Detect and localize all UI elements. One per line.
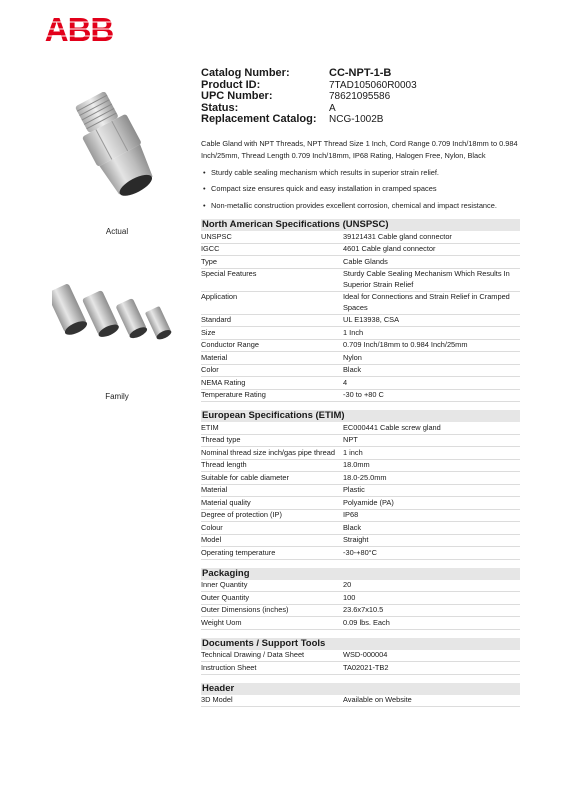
spec-key: 3D Model [201, 695, 233, 704]
spec-row [201, 422, 520, 435]
header-label: Product ID: [201, 78, 261, 91]
spec-sections [201, 219, 520, 707]
spec-row [201, 592, 520, 605]
header-value: 78621095586 [329, 91, 391, 102]
spec-row [201, 390, 520, 403]
spec-row [201, 695, 520, 708]
spec-key: Nominal thread size inch/gas pipe thread [201, 447, 335, 457]
abb-logo [41, 14, 117, 44]
header-value: NCG-1002B [329, 114, 384, 125]
spec-row [201, 460, 520, 473]
spec-key: ETIM [201, 422, 219, 432]
spec-row [201, 231, 520, 244]
header-value: CC-NPT-1-B [329, 67, 392, 79]
spec-row [201, 447, 520, 460]
product-header [201, 68, 520, 126]
product-image-family [52, 270, 180, 350]
spec-value: 18.0-25.0mm [343, 472, 387, 482]
section-title: European Specifications (ETIM) [201, 410, 520, 422]
spec-key: Color [201, 365, 219, 374]
spec-value: Available on Website [343, 695, 412, 704]
spec-row [201, 269, 520, 292]
spec-row [201, 535, 520, 548]
header-value: A [329, 102, 336, 114]
spec-row [201, 244, 520, 257]
spec-value: -30 to +80 C [343, 390, 384, 399]
spec-section [201, 410, 520, 560]
spec-row [201, 547, 520, 560]
spec-key: Weight Uom [201, 617, 242, 627]
section-title: Packaging [201, 568, 520, 580]
spec-value: -30-+80°C [343, 547, 377, 557]
spec-key: Material quality [201, 497, 251, 507]
spec-value: 18.0mm [343, 460, 370, 469]
section-title: North American Specifications (UNSPSC) [201, 219, 520, 231]
spec-key: Size [201, 327, 216, 337]
spec-section [201, 219, 520, 402]
svg-text:ABB: ABB [44, 14, 114, 44]
feature-bullet: • Non-metallic construction provides excellent corrosion, chemical and impact resistance. [201, 201, 520, 212]
spec-key: Colour [201, 522, 223, 532]
spec-row [201, 650, 520, 663]
header-value: 7TAD105060R0003 [329, 79, 417, 91]
spec-value: Straight [343, 535, 369, 544]
spec-value: 1 inch [343, 447, 363, 457]
spec-value: Nylon [343, 352, 362, 362]
spec-value: 100 [343, 592, 356, 602]
spec-table [201, 695, 520, 708]
spec-row [201, 617, 520, 630]
spec-table [201, 580, 520, 630]
feature-list [201, 168, 520, 212]
spec-value: WSD-000004 [343, 650, 388, 659]
section-title: Header [201, 683, 520, 695]
spec-key: Outer Quantity [201, 592, 250, 602]
spec-key: Model [201, 535, 222, 544]
product-description: Cable Gland with NPT Threads, NPT Thread Size 1 Inch, Cord Range 0.709 Inch/18mm to 0.984 Inch/25mm, Thread Length 0.709 Inch/18mm, IP68 Rating, Halogen Free, Nylon, Black [201, 138, 518, 160]
feature-bullet: • Sturdy cable sealing mechanism which results in superior strain relief. [201, 168, 520, 179]
spec-row [201, 580, 520, 593]
spec-key: Special Features [201, 269, 257, 278]
header-label: Catalog Number: [201, 67, 290, 79]
spec-row [201, 340, 520, 353]
spec-key: Material [201, 352, 228, 362]
spec-row [201, 497, 520, 510]
spec-row [201, 377, 520, 390]
product-image-actual [62, 92, 162, 202]
spec-row [201, 256, 520, 269]
header-label: UPC Number: [201, 90, 273, 102]
spec-row [201, 435, 520, 448]
spec-key: Instruction Sheet [201, 662, 257, 672]
spec-value: IP68 [343, 510, 359, 519]
spec-row [201, 315, 520, 328]
spec-table [201, 231, 520, 402]
spec-row [201, 352, 520, 365]
spec-key: Standard [201, 315, 231, 324]
spec-key: IGCC [201, 244, 220, 253]
actual-image-caption: Actual [105, 227, 129, 236]
family-image-caption: Family [105, 392, 129, 401]
spec-value: Polyamide (PA) [343, 497, 394, 507]
spec-key: Outer Dimensions (inches) [201, 605, 289, 614]
spec-key: Type [201, 256, 218, 266]
spec-key: Material [201, 485, 228, 494]
spec-row [201, 510, 520, 523]
spec-row [201, 662, 520, 675]
product-details [201, 68, 520, 707]
spec-value: 20 [343, 580, 352, 589]
spec-row [201, 365, 520, 378]
spec-value: UL E13938, CSA [343, 315, 400, 324]
feature-bullet: • Compact size ensures quick and easy installation in cramped spaces [201, 184, 520, 195]
header-label: Replacement Catalog: [201, 113, 317, 125]
spec-key: Temperature Rating [201, 390, 266, 399]
spec-value: EC000441 Cable screw gland [343, 422, 441, 432]
spec-value: 4601 Cable gland connector [343, 244, 436, 253]
spec-key: Technical Drawing / Data Sheet [201, 650, 305, 659]
spec-section [201, 683, 520, 708]
spec-value: TA02021-TB2 [343, 662, 389, 672]
spec-row [201, 605, 520, 618]
spec-key: Thread type [201, 435, 241, 444]
spec-value: 4 [343, 377, 348, 387]
spec-row [201, 327, 520, 340]
spec-key: Conductor Range [201, 340, 259, 349]
spec-value: 1 Inch [343, 327, 364, 337]
header-label: Status: [201, 101, 239, 114]
spec-value: Plastic [343, 485, 365, 494]
spec-section [201, 568, 520, 630]
spec-value: Black [343, 522, 362, 532]
spec-value: 23.6x7x10.5 [343, 605, 384, 614]
spec-row [201, 485, 520, 498]
spec-row [201, 472, 520, 485]
spec-value: Sturdy Cable Sealing Mechanism Which Results In Superior Strain Relief [343, 269, 510, 289]
spec-key: Thread length [201, 460, 247, 469]
spec-key: Inner Quantity [201, 580, 248, 589]
spec-key: Operating temperature [201, 547, 276, 557]
spec-value: Ideal for Connections and Strain Relief in Cramped Spaces [343, 292, 510, 312]
spec-key: UNSPSC [201, 231, 232, 241]
spec-row [201, 522, 520, 535]
spec-key: Degree of protection (IP) [201, 510, 282, 519]
spec-key: Application [201, 292, 238, 301]
spec-table [201, 422, 520, 560]
spec-value: 39121431 Cable gland connector [343, 231, 452, 241]
spec-section [201, 638, 520, 675]
spec-key: NEMA Rating [201, 377, 246, 387]
spec-value: Black [343, 365, 362, 374]
spec-row [201, 292, 520, 315]
spec-value: 0.709 Inch/18mm to 0.984 Inch/25mm [343, 340, 468, 349]
spec-key: Suitable for cable diameter [201, 472, 289, 482]
spec-table [201, 650, 520, 675]
spec-value: NPT [343, 435, 358, 444]
spec-value: Cable Glands [343, 256, 388, 266]
spec-value: 0.09 lbs. Each [343, 617, 390, 627]
section-title: Documents / Support Tools [201, 638, 520, 650]
